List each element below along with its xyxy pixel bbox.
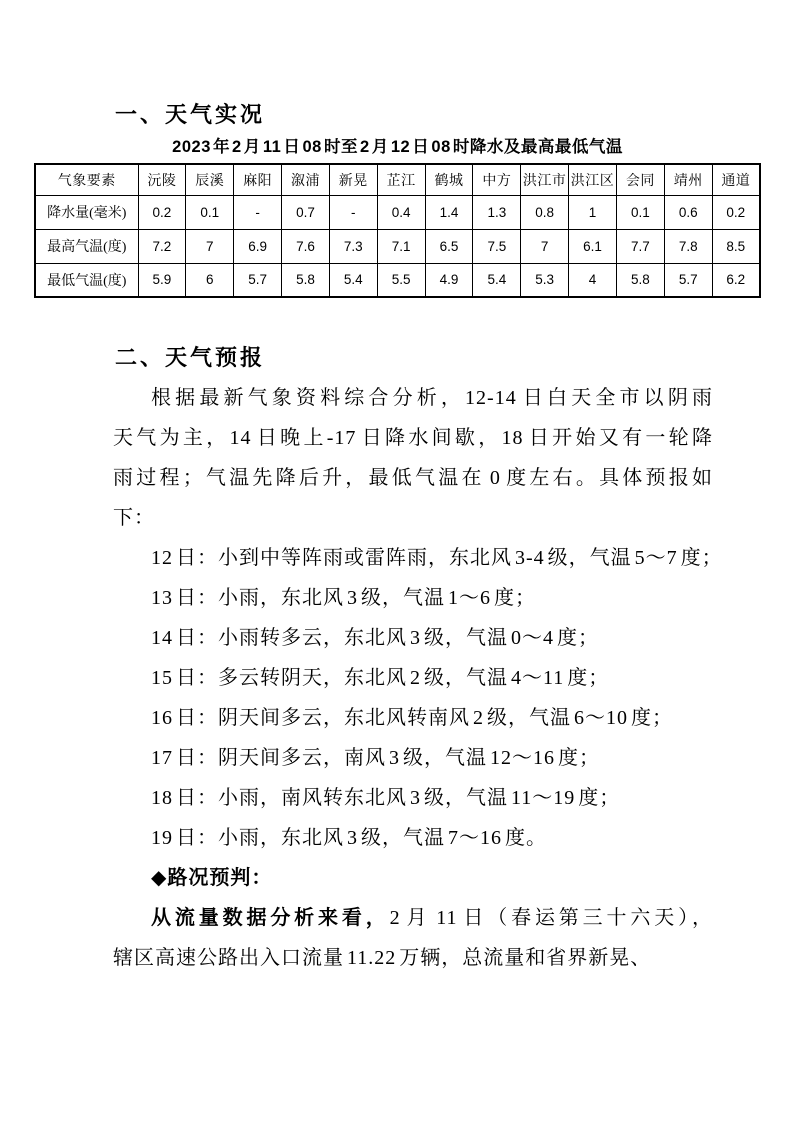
daily-forecast-line: 13 日：小雨，东北风 3 级，气温 1～6 度；	[151, 587, 536, 609]
table-header-cell: 鹤城	[425, 164, 473, 195]
table-cell: 1.4	[425, 195, 473, 229]
daily-forecast-line: 15 日：多云转阴天，东北风 2 级，气温 4～11 度；	[151, 667, 610, 689]
paragraph-line: 天气为主，14 日晚上-17 日降水间歇，18 日开始又有一轮降	[113, 427, 713, 449]
table-cell: 1.3	[473, 195, 521, 229]
table-row-precipitation	[35, 195, 760, 229]
table-header-cell: 沅陵	[138, 164, 186, 195]
traffic-paragraph-line-1	[113, 898, 713, 938]
table-cell: 6.2	[712, 263, 760, 297]
forecast-body	[113, 378, 723, 978]
table-cell: 降水量(毫米)	[35, 195, 138, 229]
table-cell: 0.1	[186, 195, 234, 229]
table-header-cell: 芷江	[377, 164, 425, 195]
table-cell: 6.9	[234, 229, 282, 263]
table-cell: 5.7	[234, 263, 282, 297]
table-header-cell: 通道	[712, 164, 760, 195]
table-cell: -	[234, 195, 282, 229]
section2	[0, 344, 793, 372]
traffic-line1-rest: 2 月 11 日（春运第三十六天），	[389, 907, 713, 929]
daily-forecast-line: 18 日：小雨，南风转东北风 3 级，气温 11～19 度；	[151, 787, 621, 809]
table-header-cell: 洪江区	[569, 164, 617, 195]
table-cell: 0.8	[521, 195, 569, 229]
table-cell: 7.7	[616, 229, 664, 263]
table-cell: -	[329, 195, 377, 229]
table-cell: 0.7	[282, 195, 330, 229]
paragraph-line: 下：	[113, 507, 155, 529]
road-condition-heading: ◆路况预判：	[151, 867, 273, 889]
table-header-cell: 辰溪	[186, 164, 234, 195]
table-cell: 5.3	[521, 263, 569, 297]
table-cell: 5.4	[473, 263, 521, 297]
table-cell: 7.1	[377, 229, 425, 263]
table-row-max-temp	[35, 229, 760, 263]
daily-forecast-line: 16 日：阴天间多云，东北风转南风 2 级，气温 6～10 度；	[151, 707, 673, 729]
table-row-min-temp	[35, 263, 760, 297]
daily-forecast-line: 14 日：小雨转多云，东北风 3 级，气温 0～4 度；	[151, 627, 599, 649]
table-cell: 7.8	[664, 229, 712, 263]
traffic-bold-lead: 从流量数据分析来看，	[151, 907, 390, 929]
table-header-cell: 新晃	[329, 164, 377, 195]
section1	[0, 0, 793, 129]
table-cell: 6.1	[569, 229, 617, 263]
table-header-row	[35, 164, 760, 195]
table-cell: 0.6	[664, 195, 712, 229]
table-cell: 0.2	[712, 195, 760, 229]
table-cell: 6.5	[425, 229, 473, 263]
table-cell: 6	[186, 263, 234, 297]
table-cell: 5.8	[616, 263, 664, 297]
table-cell: 5.9	[138, 263, 186, 297]
table-cell: 0.4	[377, 195, 425, 229]
table-header-cell: 靖州	[664, 164, 712, 195]
weather-table-title: 2023 年 2 月 11 日 08 时至 2 月 12 日 08 时降水及最高最低气温	[172, 138, 623, 156]
table-header-cell: 麻阳	[234, 164, 282, 195]
section2-heading: 二、天气预报	[115, 345, 266, 370]
table-cell: 7	[521, 229, 569, 263]
table-cell: 5.7	[664, 263, 712, 297]
table-cell: 7.6	[282, 229, 330, 263]
table-cell: 最低气温(度)	[35, 263, 138, 297]
table-cell: 8.5	[712, 229, 760, 263]
forecast-intro	[113, 378, 713, 538]
daily-forecast-line: 19 日：小雨，东北风 3 级，气温 7～16 度。	[151, 827, 547, 849]
traffic-paragraph-line-2: 辖区高速公路出入口流量 11.22 万辆，总流量和省界新晃、	[113, 947, 652, 969]
table-cell: 1	[569, 195, 617, 229]
table-cell: 4	[569, 263, 617, 297]
table-cell: 0.2	[138, 195, 186, 229]
table-header-cell: 溆浦	[282, 164, 330, 195]
daily-forecast-list	[113, 538, 723, 858]
table-cell: 7.5	[473, 229, 521, 263]
table-cell: 0.1	[616, 195, 664, 229]
table-cell: 4.9	[425, 263, 473, 297]
daily-forecast-line: 12 日：小到中等阵雨或雷阵雨，东北风 3-4 级，气温 5～7 度；	[151, 547, 723, 569]
paragraph-line: 雨过程；气温先降后升，最低气温在 0 度左右。具体预报如	[113, 467, 713, 489]
table-header-cell: 洪江市	[521, 164, 569, 195]
table-cell: 5.8	[282, 263, 330, 297]
table-cell: 7.2	[138, 229, 186, 263]
weather-table	[34, 163, 761, 298]
table-header-cell: 气象要素	[35, 164, 138, 195]
table-cell: 7	[186, 229, 234, 263]
paragraph-line: 根据最新气象资料综合分析，12-14 日白天全市以阴雨	[151, 387, 713, 409]
table-cell: 7.3	[329, 229, 377, 263]
section1-heading: 一、天气实况	[115, 102, 266, 127]
table-header-cell: 中方	[473, 164, 521, 195]
table-cell: 5.4	[329, 263, 377, 297]
table-cell: 最高气温(度)	[35, 229, 138, 263]
table-header-cell: 会同	[616, 164, 664, 195]
table-cell: 5.5	[377, 263, 425, 297]
daily-forecast-line: 17 日：阴天间多云，南风 3 级，气温 12～16 度；	[151, 747, 600, 769]
